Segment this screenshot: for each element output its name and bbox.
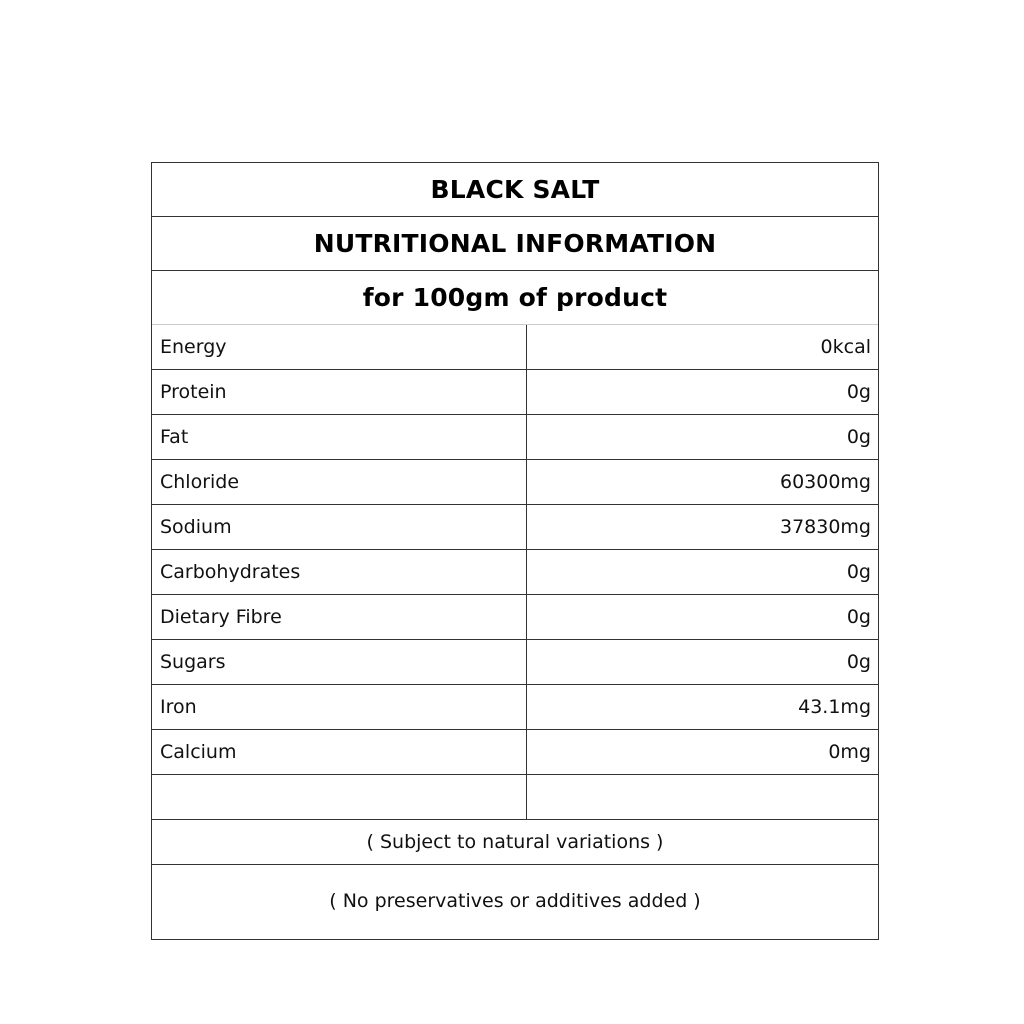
table-row bbox=[152, 685, 878, 730]
nutrient-value: 0g bbox=[846, 651, 871, 673]
nutrient-name bbox=[152, 775, 527, 819]
nutrient-value: 0g bbox=[846, 381, 871, 403]
nutrient-value bbox=[527, 775, 878, 819]
nutrient-name: Carbohydrates bbox=[152, 550, 527, 594]
nutrient-name: Sugars bbox=[152, 640, 527, 684]
table-row bbox=[152, 325, 878, 370]
table-row-empty bbox=[152, 775, 878, 820]
nutrition-table bbox=[152, 325, 878, 820]
table-row bbox=[152, 550, 878, 595]
table-row bbox=[152, 415, 878, 460]
product-title: BLACK SALT bbox=[152, 163, 878, 217]
nutrient-name: Calcium bbox=[152, 730, 527, 774]
table-row bbox=[152, 505, 878, 550]
table-row bbox=[152, 460, 878, 505]
table-row bbox=[152, 595, 878, 640]
serving-size: for 100gm of product bbox=[152, 271, 878, 325]
nutrient-name: Iron bbox=[152, 685, 527, 729]
nutrient-name: Protein bbox=[152, 370, 527, 414]
nutrient-name: Sodium bbox=[152, 505, 527, 549]
table-row bbox=[152, 370, 878, 415]
table-row bbox=[152, 640, 878, 685]
nutrition-label bbox=[151, 162, 879, 940]
nutrient-value: 0g bbox=[846, 561, 871, 583]
table-row bbox=[152, 730, 878, 775]
section-heading: NUTRITIONAL INFORMATION bbox=[152, 217, 878, 271]
nutrient-value: 60300mg bbox=[779, 471, 871, 493]
nutrient-name: Energy bbox=[152, 325, 527, 369]
nutrient-value: 0mg bbox=[828, 741, 871, 763]
nutrient-value: 0kcal bbox=[820, 336, 871, 358]
nutrient-name: Chloride bbox=[152, 460, 527, 504]
nutrient-value: 0g bbox=[846, 606, 871, 628]
nutrient-value: 37830mg bbox=[779, 516, 871, 538]
variations-note: ( Subject to natural variations ) bbox=[152, 820, 878, 865]
preservatives-note: ( No preservatives or additives added ) bbox=[329, 890, 701, 912]
nutrient-name: Dietary Fibre bbox=[152, 595, 527, 639]
nutrient-name: Fat bbox=[152, 415, 527, 459]
nutrient-value: 0g bbox=[846, 426, 871, 448]
nutrient-value: 43.1mg bbox=[798, 696, 871, 718]
